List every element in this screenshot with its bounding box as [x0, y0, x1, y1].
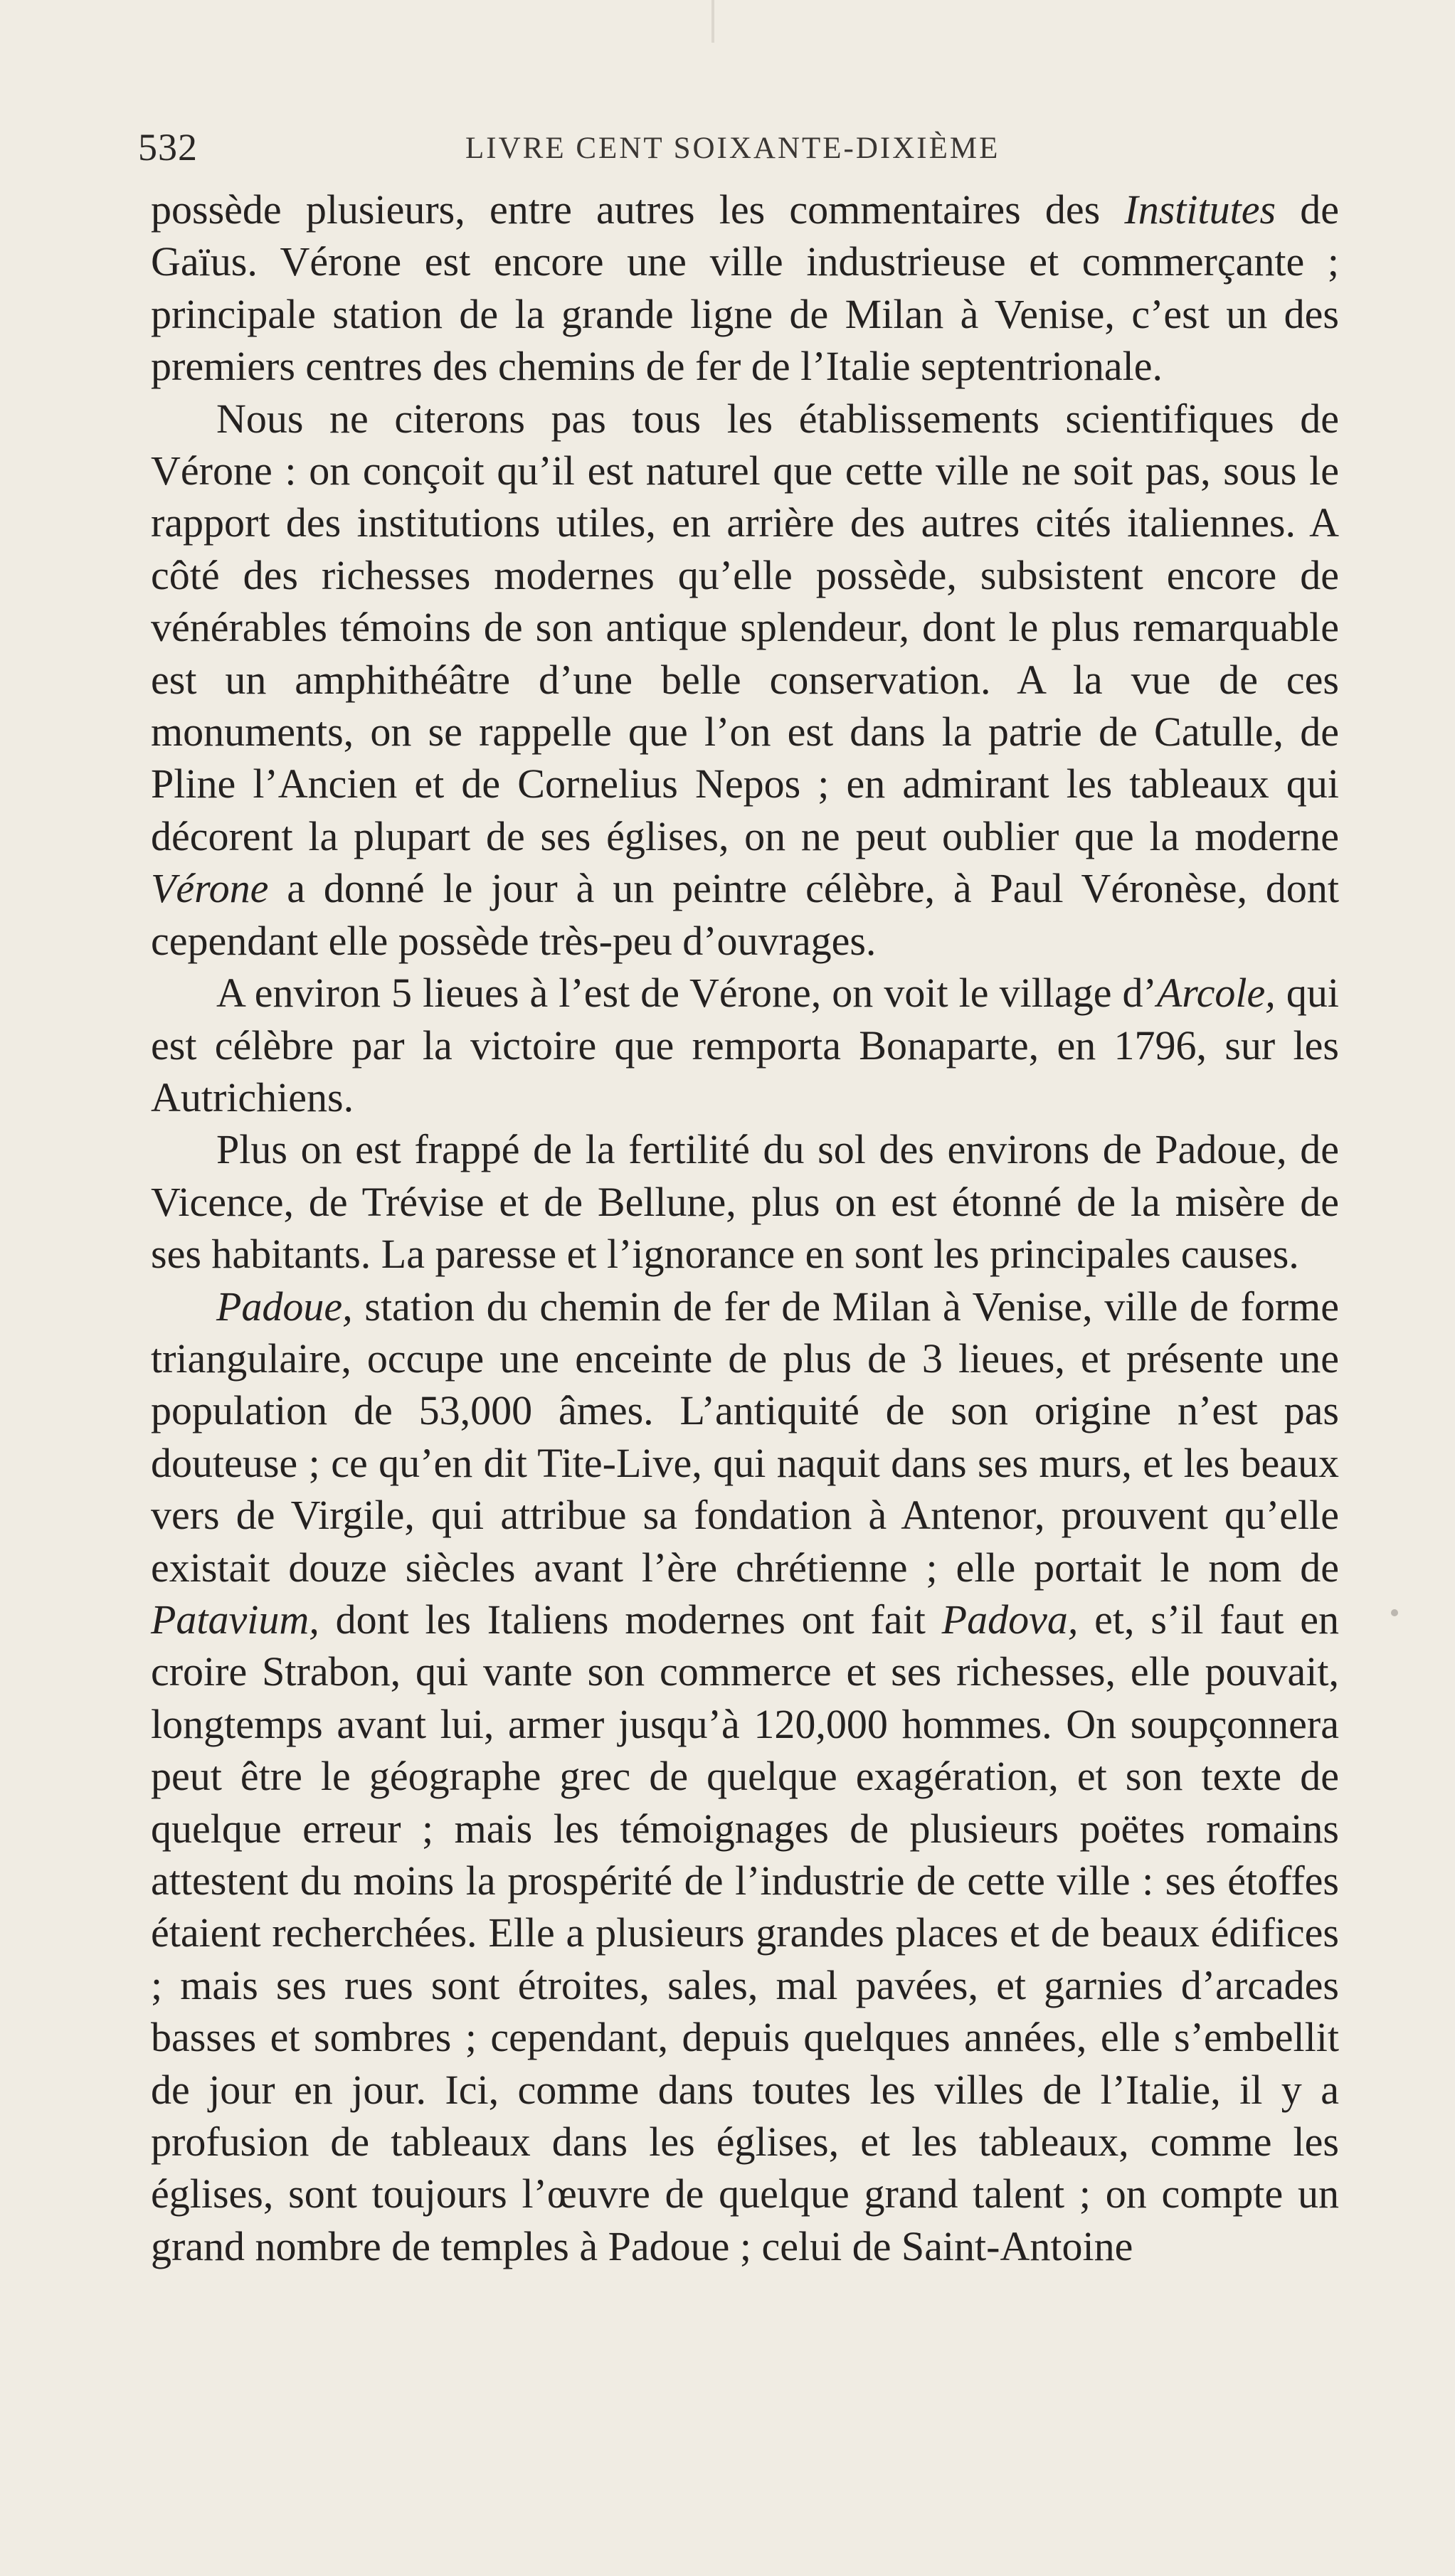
paragraph-1-text: possède plusieurs, entre autres les commentaires des: [151, 186, 1125, 233]
paragraph-5-italic: Padoue,: [216, 1283, 353, 1330]
scan-mark: [711, 0, 714, 43]
paragraph-2-italic: Vérone: [151, 865, 269, 912]
paragraph-4-text: Plus on est frappé de la fertilité du sol des environs de Padoue, de Vicence, de Trévise et de Bellune, plus on est étonné de la misère de ses habitants. La paresse et l’ignorance en sont les principales causes.: [151, 1126, 1339, 1278]
paper-speck: [1391, 1609, 1398, 1616]
page-number: 532: [138, 126, 198, 169]
paragraph-2: [151, 393, 1339, 967]
paragraph-1-italic: Institutes: [1124, 186, 1276, 233]
paragraph-5-text: station du chemin de fer de Milan à Venise, ville de forme triangulaire, occupe une enceinte de plus de 3 lieues, et présente une population de 53,000 âmes. L’antiquité de son origine n’est pas douteuse ; ce qu’en dit Tite-Live, qui naquit dans ses murs, et les beaux vers de Virgile, qui attribue sa fondation à Antenor, prouvent qu’elle existait douze siècles avant l’ère chrétienne ; elle portait le nom de: [151, 1283, 1339, 1591]
running-head: [138, 122, 1348, 179]
paragraph-3-text: A environ 5 lieues à l’est de Vérone, on voit le village d’: [216, 970, 1157, 1017]
paragraph-5-text-end: et, s’il faut en croire Strabon, qui vante son commerce et ses richesses, elle pouvait, longtemps avant lui, armer jusqu’à 120,000 hommes. On soupçonnera peut être le géographe grec de quelque exagération, et son texte de quelque erreur ; mais les témoignages de plusieurs poëtes romains attestent du moins la prospérité de l’industrie de cette ville : ses étoffes étaient recherchées. Elle a plusieurs grandes places et de beaux édifices ; mais ses rues sont étroites, sales, mal pavées, et garnies d’arcades basses et sombres ; cependant, depuis quelques années, elle s’embellit de jour en jour. Ici, comme dans toutes les villes de l’Italie, il y a profusion de tableaux dans les églises, et les tableaux, comme les églises, sont toujours l’œuvre de quelque grand talent ; on compte un grand nombre de temples à Padoue ; celui de Saint-Antoine: [151, 1596, 1339, 2269]
paragraph-2-text: Nous ne citerons pas tous les établissements scientifiques de Vérone : on conçoit qu’il est naturel que cette ville ne soit pas, sous le rapport des institutions utiles, en arrière des autres cités italiennes. A côté des richesses modernes qu’elle possède, subsistent encore de vénérables témoins de son antique splendeur, dont le plus remarquable est un amphithéâtre d’une belle conservation. A la vue de ces monuments, on se rappelle que l’on est dans la patrie de Catulle, de Pline l’Ancien et de Cornelius Nepos ; en admirant les tableaux qui décorent la plupart de ses églises, on ne peut oublier que la moderne: [151, 395, 1339, 859]
paragraph-1: [151, 184, 1339, 393]
paragraph-5: [151, 1281, 1339, 2273]
paragraph-3: [151, 967, 1339, 1123]
paragraph-5-italic-3: Padova,: [941, 1596, 1079, 1643]
running-title: LIVRE CENT SOIXANTE-DIXIÈME: [465, 132, 1000, 165]
paragraph-4: [151, 1123, 1339, 1280]
paragraph-3-text-end: qui est célèbre par la victoire que remporta Bonaparte, en 1796, sur les Autrichiens.: [151, 970, 1339, 1120]
paragraph-1-text-end: de Gaïus. Vérone est encore une ville industrieuse et commerçante ; principale station de la grande ligne de Milan à Venise, c’est un des premiers centres des chemins de fer de l’Italie septentrionale.: [151, 186, 1339, 390]
paragraph-2-text-end: a donné le jour à un peintre célèbre, à Paul Véronèse, dont cependant elle possède très-peu d’ouvrages.: [151, 865, 1339, 964]
body-text: [151, 184, 1339, 2332]
paragraph-5-italic-2: Patavium,: [151, 1596, 319, 1643]
paragraph-5-text-mid: dont les Italiens modernes ont fait: [319, 1596, 942, 1643]
paragraph-3-italic: Arcole,: [1156, 970, 1276, 1017]
